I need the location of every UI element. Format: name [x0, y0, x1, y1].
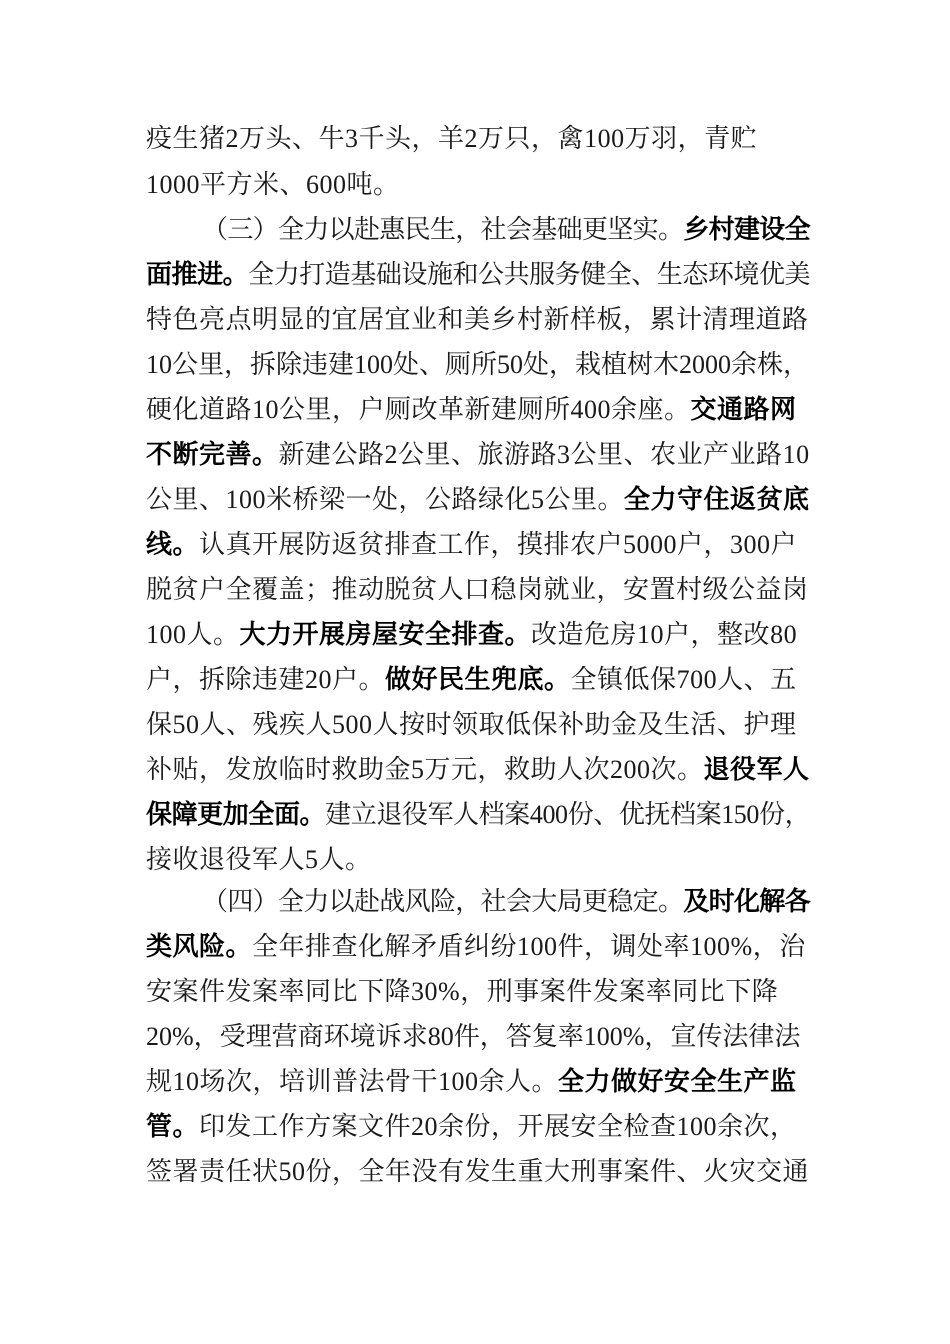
text-line: 补贴，发放临时救助金5万元，救助人次200次。退役军人	[146, 755, 810, 785]
text-line: 安案件发案率同比下降30%，刑事案件发案率同比下降	[146, 977, 779, 1007]
text-line: 特色亮点明显的宜居宜业和美乡村新样板，累计清理道路	[146, 305, 809, 335]
section-heading-4: （四）全力以赴战风险，社会大局更稳定。及时化解各	[202, 887, 810, 917]
text-line: 1000平方米、600吨。	[146, 170, 400, 200]
text-line: 管。印发工作方案文件20余份，开展安全检查100余次，	[146, 1112, 797, 1142]
text-line: 保障更加全面。建立退役军人档案400份、优抚档案150份，	[146, 800, 811, 830]
text-line: 接收退役军人5人。	[146, 845, 372, 875]
text-line: 10公里，拆除违建100处、厕所50处，栽植树木2000余株，	[146, 350, 810, 380]
section-heading-3: （三）全力以赴惠民生，社会基础更坚实。乡村建设全	[202, 215, 810, 245]
text-line: 公里、100米桥梁一处，公路绿化5公里。全力守住返贫底	[146, 485, 810, 515]
text-line: 规10场次，培训普法骨干100余人。全力做好安全生产监	[146, 1067, 797, 1097]
text-line: 签署责任状50份，全年没有发生重大刑事案件、火灾交通	[146, 1157, 810, 1187]
text-line: 疫生猪2万头、牛3千头，羊2万只，禽100万羽，青贮	[146, 124, 758, 154]
text-line: 硬化道路10公里，户厕改革新建厕所400余座。交通路网	[146, 395, 797, 425]
text-line: 100人。大力开展房屋安全排查。改造危房10户，整改80	[146, 620, 798, 650]
text-line: 户，拆除违建20户。做好民生兜底。全镇低保700人、五	[146, 665, 797, 695]
text-line: 面推进。全力打造基础设施和公共服务健全、生态环境优美	[146, 260, 811, 290]
text-line: 20%，受理营商环境诉求80件，答复率100%，宣传法律法	[146, 1022, 801, 1052]
text-line: 不断完善。新建公路2公里、旅游路3公里、农业产业路10	[146, 440, 810, 470]
text-line: 保50人、残疾人500人按时领取低保补助金及生活、护理	[146, 710, 797, 740]
text-line: 线。认真开展防返贫排查工作，摸排农户5000户，300户	[146, 530, 798, 560]
text-line: 类风险。全年排查化解矛盾纠纷100件，调处率100%，治	[146, 932, 806, 962]
text-line: 脱贫户全覆盖；推动脱贫人口稳岗就业，安置村级公益岗	[146, 575, 809, 605]
